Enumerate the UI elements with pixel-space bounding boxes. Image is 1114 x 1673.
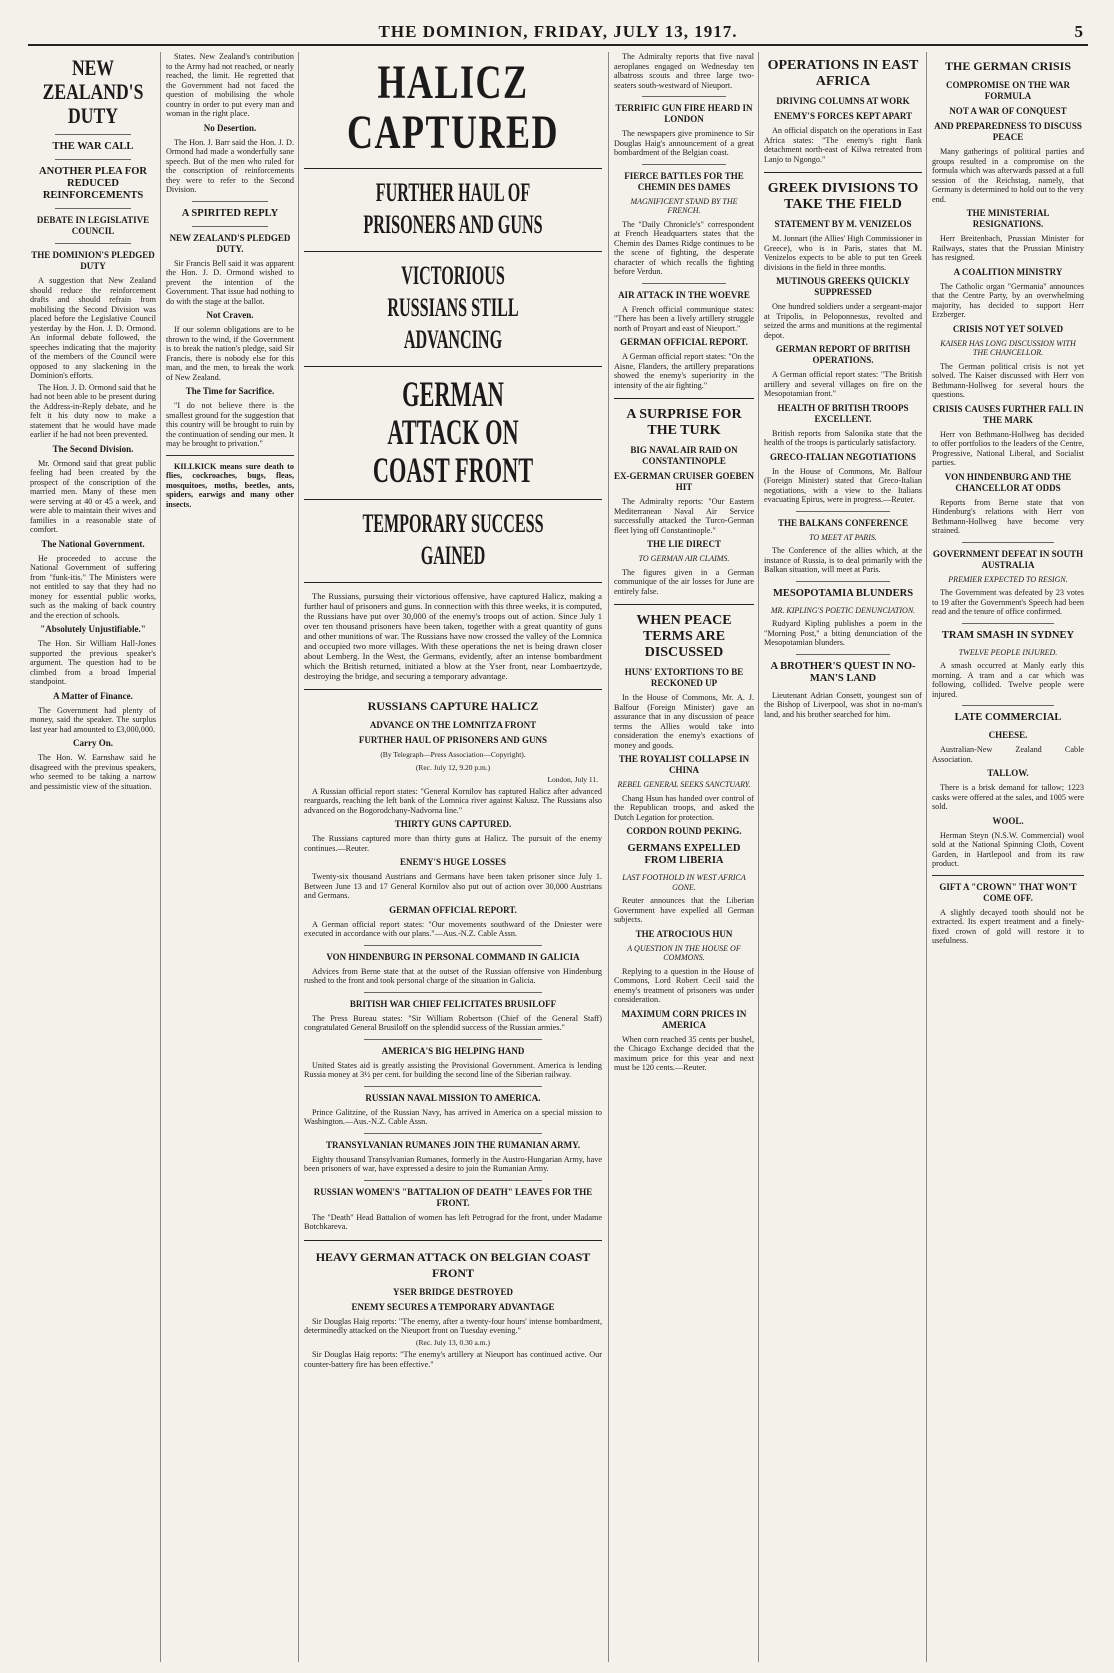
- paragraph: Herr von Bethmann-Hollweg has decided to offer portfolios to the leaders of the Centre, Progressive, National Liberal, and Socialist parties.: [932, 429, 1084, 467]
- section-title: THE ROYALIST COLLAPSE IN CHINA: [618, 754, 750, 775]
- paragraph: The Hon. Sir William Hall-Jones supported the previous speaker's argument. The question had to be climbed from a broad Imperial standpoint.: [30, 639, 156, 686]
- section-title: FIERCE BATTLES FOR THE CHEMIN DES DAMES: [624, 170, 744, 192]
- divider: [364, 945, 543, 946]
- section-title: GRECO-ITALIAN NEGOTIATIONS: [770, 451, 916, 462]
- divider: [304, 582, 602, 583]
- column-1: [30, 52, 156, 1662]
- divider: [55, 134, 131, 135]
- divider: [962, 542, 1053, 543]
- subhead: MR. KIPLING'S POETIC DENUNCIATION.: [770, 605, 916, 615]
- divider: [962, 623, 1053, 624]
- divider: [304, 366, 602, 367]
- headline-further-haul: FURTHER HAUL OF PRISONERS AND GUNS: [363, 178, 543, 239]
- column-rule: [926, 52, 927, 1662]
- section-title: RUSSIAN WOMEN'S "BATTALION OF DEATH" LEAVES FOR THE FRONT.: [313, 1186, 593, 1208]
- paragraph: Reports from Berne state that von Hindenburg's relations with Herr von Bethmann-Hollweg have become very strained.: [932, 497, 1084, 535]
- paragraph: Sir Douglas Haig reports: "The enemy, after a twenty-four hours' intense bombardment, determinedly attacked on the Nieuport front on Tuesday evening.": [304, 1316, 602, 1335]
- paragraph: Advices from Berne state that at the outset of the Russian offensive von Hindenburg rushed to the front and took personal charge of the situation in Galicia.: [304, 966, 602, 985]
- section-title: CRISIS CAUSES FURTHER FALL IN THE MARK: [932, 403, 1084, 425]
- column-rule: [160, 52, 161, 1662]
- paragraph: Prince Galitzine, of the Russian Navy, has arrived in America on a special mission to Washington.—Aus.-N.Z. Cable Assn.: [304, 1107, 602, 1126]
- paragraph: The "Death" Head Battalion of women has left Petrograd for the front, under Madame Botchkareva.: [304, 1212, 602, 1231]
- column-7: [932, 52, 1084, 1662]
- headline-german-crisis: THE GERMAN CRISIS: [944, 59, 1072, 73]
- section-title: LATE COMMERCIAL: [954, 712, 1062, 723]
- headline-surprise-turk: A SURPRISE FOR THE TURK: [626, 407, 742, 438]
- paragraph: Eighty thousand Transylvanian Rumanes, formerly in the Austro-Hungarian Army, have been prisoners of war, have expressed a desire to join the Rumanian Army.: [304, 1154, 602, 1173]
- paragraph: States. New Zealand's contribution to the Army had not reached, or nearly reached, the limit. He regretted that the Government had not faced the question of mobilising the whole country in order to put every man and woman in the right place.: [166, 52, 294, 118]
- subhead: NOT A WAR OF CONQUEST: [949, 106, 1067, 116]
- section-title: CORDON ROUND PEKING.: [626, 826, 742, 836]
- divider: [796, 581, 891, 582]
- paragraph: Herman Steyn (N.S.W. Commercial) wool sold at the National Spinning Cloth, Covent Garden, in Hartlepool and from its raw product.: [932, 830, 1084, 868]
- masthead: [28, 22, 1088, 46]
- section-title: THE LIE DIRECT: [646, 539, 722, 549]
- subhead: BIG NAVAL AIR RAID ON CONSTANTINOPLE: [630, 445, 738, 466]
- advertisement: KILLKICK means sure death to flies, cockroaches, bugs, fleas, mosquitoes, moths, beetles, ants, spiders, earwigs and many other insects.: [166, 461, 294, 509]
- paragraph: Replying to a question in the House of Commons, Lord Robert Cecil said the enemy's treatment of prisoners was under consideration.: [614, 966, 754, 1004]
- divider: [55, 208, 131, 209]
- column-rule: [758, 52, 759, 1662]
- masthead-title: THE DOMINION, FRIDAY, JULY 13, 1917.: [378, 22, 738, 41]
- subhead: CHEESE.: [988, 730, 1028, 740]
- subhead: PREMIER EXPECTED TO RESIGN.: [948, 574, 1068, 584]
- headline-belgian-coast: HEAVY GERMAN ATTACK ON BELGIAN COAST FRONT: [315, 1249, 591, 1280]
- section-title: The Second Division.: [52, 443, 134, 454]
- subhead-spirited-reply: A SPIRITED REPLY: [181, 207, 279, 219]
- divider: [192, 201, 269, 202]
- divider: [364, 1039, 543, 1040]
- paragraph: A German official report states: "Our movements southward of the Dniester were executed in accordance with our plans."—Aus.-N.Z. Cable Assn.: [304, 919, 602, 938]
- section-title: CRISIS NOT YET SOLVED: [952, 323, 1064, 334]
- divider: [192, 226, 269, 227]
- advertisement-title: GIFT A "CROWN" THAT WON'T COME OFF.: [939, 881, 1077, 903]
- column-rule: [608, 52, 609, 1662]
- subhead-pledged-duty: THE DOMINION'S PLEDGED DUTY: [31, 250, 155, 271]
- divider: [304, 689, 602, 690]
- section-title: VON HINDENBURG AND THE CHANCELLOR AT ODDS: [944, 471, 1072, 493]
- column-rule: [298, 52, 299, 1662]
- section-title: HEALTH OF BRITISH TROOPS EXCELLENT.: [777, 402, 909, 424]
- paragraph: Lieutenant Adrian Consett, youngest son of the Bishop of Liverpool, was shot in no-man's land, and his brother searched for him.: [764, 690, 922, 719]
- paragraph: The figures given in a German communique of the air losses for June are entirely false.: [614, 567, 754, 596]
- section-title: THE ATROCIOUS HUN: [635, 928, 733, 939]
- divider: [642, 283, 726, 284]
- section-title: "Absolutely Unjustifiable.": [40, 624, 146, 634]
- paragraph: The Conference of the allies which, at the instance of Russia, is to deal primarily with the Balkan situation, will meet at Paris.: [764, 546, 922, 574]
- paragraph: A suggestion that New Zealand should reduce the reinforcement drafts and should refrain from mobilising the Second Division was placed before the Legislative Council yesterday by the Hon. J. D. Ormond. An informal debate followed, the speeches indicating that the majority of the members of the Council were opposed to any slackening in the Dominion's efforts.: [30, 276, 156, 380]
- paragraph: Rudyard Kipling publishes a poem in the "Morning Post," a biting denunciation of the Mesopotamian blunders.: [764, 619, 922, 647]
- page-number: 5: [1074, 22, 1084, 41]
- section-title: The Time for Sacrifice.: [185, 386, 275, 396]
- paragraph: Many gatherings of political parties and groups resulted in a compromise on the formula which was afterwards passed at a full session of the Reichstag, namely, that Germany is determined to hold out to the very end.: [932, 147, 1084, 204]
- divider: [364, 992, 543, 993]
- divider: [166, 455, 294, 456]
- headline-temporary-success: TEMPORARY SUCCESS GAINED: [362, 509, 544, 570]
- subhead: EX-GERMAN CRUISER GOEBEN HIT: [614, 471, 754, 492]
- paragraph: "I do not believe there is the smallest ground for the suggestion that this country will be brought to ruin by the continuation of sending our men. It may be brought to privation.": [166, 401, 294, 448]
- dateline: London, July 11.: [547, 775, 598, 784]
- section-title: Not Craven.: [206, 310, 254, 320]
- paragraph: A Russian official report states: "General Kornilov has captured Halicz after advanced rearguards, reaching the left bank of the Lomnica river against Kalusz. The Russians also advanced on the Bogorodchany-Nadvorna line.": [304, 786, 602, 815]
- subhead: COMPROMISE ON THE WAR FORMULA: [946, 80, 1070, 101]
- paragraph: An official dispatch on the operations in East Africa states: "The enemy's right flank detachment north-east of Kilwa retreated from Lanjo to Ngongo.": [764, 126, 922, 164]
- headline-peace-terms: WHEN PEACE TERMS ARE DISCUSSED: [636, 613, 732, 660]
- paragraph: The Hon. W. Earnshaw said he disagreed with the previous speakers, who seemed to be taking a narrow and pessimistic view of the situation.: [30, 753, 156, 791]
- paragraph: The Admiralty reports: "Our Eastern Mediterranean Naval Air Service successfully attacked the Turco-German fleet lying off Constantinople.": [614, 497, 754, 535]
- divider: [364, 1086, 543, 1087]
- paragraph: The Admiralty reports that five naval aeroplanes engaged on Wednesday ten albatross scouts and three large two-seaters south-westward of Nieuport.: [614, 52, 754, 90]
- section-title: A BROTHER'S QUEST IN NO-MAN'S LAND: [770, 660, 916, 684]
- subhead: ADVANCE ON THE LOMNITZA FRONT: [369, 720, 537, 730]
- subhead: TO MEET AT PARIS.: [809, 532, 877, 542]
- paragraph: Chang Hsun has handed over control of the Republican troops, and asked the Dutch Legation for protection.: [614, 793, 754, 822]
- column-5: [764, 52, 922, 1662]
- section-title: MESOPOTAMIA BLUNDERS: [772, 587, 914, 599]
- subhead: AND PREPAREDNESS TO DISCUSS PEACE: [934, 121, 1082, 142]
- subhead: REBEL GENERAL SEEKS SANCTUARY.: [617, 780, 751, 789]
- subhead: HUNS' EXTORTIONS TO BE RECKONED UP: [624, 667, 744, 688]
- paragraph: If our solemn obligations are to be thrown to the wind, if the Government is to break the nation's pledge, said Sir Francis, there is nobody else for this man, and the men, to break the work of New Zealand.: [166, 325, 294, 382]
- paragraph: United States aid is greatly assisting the Provisional Government. America is lending Russia money at 3½ per cent. for building the second line of the Siberian railway.: [304, 1060, 602, 1079]
- subhead: TALLOW.: [987, 768, 1029, 778]
- advertisement: A slightly decayed tooth should not be extracted. Its expert treatment and a finely-fixed crown of gold will restore it to usefulness.: [932, 907, 1084, 945]
- section-title: THE BALKANS CONFERENCE: [777, 517, 909, 528]
- subhead: KAISER HAS LONG DISCUSSION WITH THE CHANCELLOR.: [940, 338, 1076, 357]
- paragraph: British reports from Salonika state that the health of the troops is particularly satisfactory.: [764, 428, 922, 447]
- paragraph: He proceeded to accuse the National Government of suffering from "funk-itis." The Ministers were not entitled to say that they had no money for essential public works, such as the making of back country and the erection of schools.: [30, 553, 156, 620]
- subhead: FURTHER HAUL OF PRISONERS AND GUNS: [358, 735, 548, 745]
- subhead: WOOL.: [992, 815, 1024, 826]
- headline-east-africa: OPERATIONS IN EAST AFRICA: [767, 58, 919, 89]
- paragraph: Twenty-six thousand Austrians and Germans have been taken prisoner since July 1. Between June 13 and 17 General Kornilov also put out of action over 30,000 Austrians and Germans.: [304, 872, 602, 900]
- paragraph: The Press Bureau states: "Sir William Robertson (Chief of the General Staff) congratulated General Brusiloff on the splendid success of the Russian armies.": [304, 1013, 602, 1032]
- byline: (By Telegraph—Press Association—Copyright).: [380, 750, 526, 759]
- divider: [304, 168, 602, 169]
- divider: [796, 511, 891, 512]
- divider: [962, 705, 1053, 706]
- subhead: MAGNIFICENT STAND BY THE FRENCH.: [630, 196, 738, 215]
- section-title: ENEMY'S HUGE LOSSES: [399, 857, 507, 867]
- section-title: TERRIFIC GUN FIRE HEARD IN LONDON: [615, 103, 753, 124]
- paragraph: A German official report states: "The British artillery and several villages on fire on the Mesopotamian front.": [764, 370, 922, 398]
- divider: [642, 96, 726, 97]
- paragraph: Sir Francis Bell said it was apparent the Hon. J. D. Ormond wished to prevent the intention of the Government. That issue had nothing to do with the stage at the ballot.: [166, 258, 294, 306]
- paragraph: The Government was defeated by 23 votes to 19 after the Government's Speech had been read and the tenure of office confirmed.: [932, 588, 1084, 616]
- paragraph: A German official report states: "On the Aisne, Flanders, the artillery preparations showed the enemy's superiority in the intensity of the air fighting.": [614, 352, 754, 390]
- column-2: [166, 52, 294, 1662]
- subhead: LAST FOOTHOLD IN WEST AFRICA GONE.: [622, 873, 746, 892]
- subhead: YSER BRIDGE DESTROYED: [392, 1286, 514, 1297]
- paragraph: One hundred soldiers under a sergeant-major at Tripolis, in Peloponnesus, revolted and seized the arms and munitions at the regimental depot.: [764, 302, 922, 340]
- section-title: GERMAN OFFICIAL REPORT.: [620, 337, 748, 347]
- divider: [796, 654, 891, 655]
- divider: [614, 398, 754, 399]
- headline-russians-capture: RUSSIANS CAPTURE HALICZ: [367, 699, 539, 713]
- section-title: GERMANS EXPELLED FROM LIBERIA: [627, 843, 741, 866]
- section-title: BRITISH WAR CHIEF FELICITATES BRUSILOFF: [349, 998, 557, 1009]
- paragraph: The Government had plenty of money, said the speaker. The surplus last year had amounted to £3,000,000.: [30, 705, 156, 734]
- section-title: THE MINISTERIAL RESIGNATIONS.: [966, 208, 1050, 229]
- paragraph: Mr. Ormond said that great public feeling had been created by the prospect of the conscription of the married men. Many of these men were serving at 40 or 45 a week, and were able to maintain their wives and families in a reasonable state of comfort.: [30, 458, 156, 534]
- section-title: MUTINOUS GREEKS QUICKLY SUPPRESSED: [776, 276, 910, 297]
- section-title: A COALITION MINISTRY: [953, 266, 1063, 277]
- section-title: GERMAN OFFICIAL REPORT.: [389, 904, 517, 915]
- subhead: STATEMENT BY M. VENIZELOS: [774, 219, 912, 229]
- section-title: AIR ATTACK IN THE WOEVRE: [618, 289, 750, 300]
- section-title: TRANSYLVANIAN RUMANES JOIN THE RUMANIAN ARMY.: [325, 1139, 581, 1150]
- subhead-plea: ANOTHER PLEA FOR REDUCED REINFORCEMENTS: [39, 166, 147, 201]
- paragraph: A French official communique states: "There has been a lively artillery struggle north of Proyart and east of Nieuport.": [614, 304, 754, 333]
- divider: [642, 164, 726, 165]
- section-title: THIRTY GUNS CAPTURED.: [394, 819, 512, 829]
- subhead: TWELVE PEOPLE INJURED.: [958, 647, 1058, 657]
- subhead: ENEMY'S FORCES KEPT APART: [773, 111, 913, 121]
- subhead-war-call: THE WAR CALL: [52, 141, 134, 152]
- divider: [364, 1133, 543, 1134]
- paragraph: Sir Douglas Haig reports: "The enemy's artillery at Nieuport has continued active. Our counter-battery fire has been effective.": [304, 1350, 602, 1369]
- section-title: MAXIMUM CORN PRICES IN AMERICA: [621, 1008, 747, 1030]
- paragraph: Herr Breitenbach, Prussian Minister for Railways, states that the Prussian Ministry has resigned.: [932, 234, 1084, 262]
- paragraph: The Hon. J. Barr said the Hon. J. D. Ormond had made a wonderfully sane speech. But of the men who ruled for the conscription of reinforcements they were to refer to the Second Division.: [166, 137, 294, 194]
- section-title: Carry On.: [73, 738, 113, 748]
- center-column: [304, 52, 602, 1662]
- headline-victorious-russians: VICTORIOUS RUSSIANS STILL ADVANCING: [387, 261, 519, 354]
- headline-german-attack: GERMAN ATTACK ON COAST FRONT: [372, 374, 534, 490]
- paragraph: In the House of Commons, Mr. A. J. Balfour (Foreign Minister) gave an assurance that in any discussion of peace terms the Allies would take into consideration the enemy's exactions of money and goods.: [614, 693, 754, 750]
- divider: [932, 875, 1084, 876]
- received-time: (Rec. July 12, 9.20 p.m.): [415, 762, 491, 772]
- section-title: A Matter of Finance.: [53, 690, 133, 701]
- subhead: A QUESTION IN THE HOUSE OF COMMONS.: [627, 943, 741, 962]
- lead-paragraph: The Russians, pursuing their victorious offensive, have captured Halicz, making a further haul of prisoners and guns. In connection with this three weeks, it is computed, the Russians have put over 30,000 of the enemy's troops out of action. Since July 1 over ten thousand prisoners have been taken, together with a great quantity of guns and other munitions of war. The Russians have now crossed the valley of the Lomnica and occupied two more villages. With these operations the net is being drawn closer about Lemberg. In the West, the Germans, evidently, after an intense bombardment which the British returned, initiated a blow at the Yser front, near Lombaertzyde, destroying the bridge, and securing a temporary advantage.: [304, 591, 602, 681]
- paragraph: The German political crisis is not yet solved. The Kaiser discussed with Herr von Bethmann-Hollweg for several hours the questions.: [932, 361, 1084, 399]
- subhead-debate: DEBATE IN LEGISLATIVE COUNCIL: [36, 215, 150, 236]
- paragraph: M. Jonnart (the Allies' High Commissioner in Greece), who is in Paris, states that M. Venizelos expects to be able to put ten Greek divisions in the field in three months.: [764, 234, 922, 272]
- subhead: DRIVING COLUMNS AT WORK: [776, 96, 910, 106]
- headline-greek-divisions: GREEK DIVISIONS TO TAKE THE FIELD: [767, 181, 919, 212]
- divider: [304, 251, 602, 252]
- paragraph: The newspapers give prominence to Sir Douglas Haig's announcement of a great bombardment of the Belgian coast.: [614, 129, 754, 157]
- section-title: GOVERNMENT DEFEAT IN SOUTH AUSTRALIA: [932, 548, 1084, 570]
- column-4: [614, 52, 754, 1662]
- paragraph: There is a brisk demand for tallow; 1223 casks were offered at the sales, and 1005 were sold.: [932, 783, 1084, 811]
- paragraph: The Russians captured more than thirty guns at Halicz. The pursuit of the enemy continues.—Reuter.: [304, 834, 602, 853]
- section-title: The National Government.: [41, 538, 145, 549]
- section-title: No Desertion.: [203, 122, 257, 133]
- paragraph: Australian-New Zealand Cable Association.: [932, 745, 1084, 764]
- paragraph: The Catholic organ "Germania" announces that the Centre Party, by an overwhelming majority, has decided to support Herr Erzberger.: [932, 281, 1084, 319]
- paragraph: When corn reached 35 cents per bushel, the Chicago Exchange decided that the maximum price for this year and next must be 120 cents.—Reuter.: [614, 1034, 754, 1072]
- paragraph: The Hon. J. D. Ormond said that he had not been able to be present during the Address-in-Reply debate, and he felt it his duty now to make a statement that he would have made earlier if he had not been prevented.: [30, 382, 156, 439]
- divider: [304, 499, 602, 500]
- headline-nz-duty: NEW ZEALAND'S DUTY: [42, 55, 144, 128]
- divider: [55, 243, 131, 244]
- section-title: AMERICA'S BIG HELPING HAND: [381, 1045, 525, 1056]
- subhead: ENEMY SECURES A TEMPORARY ADVANTAGE: [351, 1301, 555, 1312]
- paragraph: The "Daily Chronicle's" correspondent at French Headquarters states that the Chemin des Dames Ridge continues to be the scene of fighting, the desperate character of which recalls the fighting before Verdun.: [614, 219, 754, 276]
- divider: [364, 1180, 543, 1181]
- section-title: RUSSIAN NAVAL MISSION TO AMERICA.: [365, 1092, 541, 1103]
- divider: [304, 1240, 602, 1241]
- divider: [614, 604, 754, 605]
- section-title: NEW ZEALAND'S PLEDGED DUTY.: [169, 232, 291, 254]
- paragraph: Reuter announces that the Liberian Government have expelled all German subjects.: [614, 896, 754, 924]
- section-title: VON HINDENBURG IN PERSONAL COMMAND IN GALICIA: [326, 951, 580, 962]
- section-title: GERMAN REPORT OF BRITISH OPERATIONS.: [775, 344, 911, 365]
- paragraph: In the House of Commons, Mr. Balfour (Foreign Minister) stated that Greco-Italian negotiations, with a view to the Italians evacuating Epirus, were in progress.—Reuter.: [764, 466, 922, 504]
- divider: [55, 159, 131, 160]
- paragraph: A smash occurred at Manly early this morning. A tram and a car which was following, collided. Twelve people were injured.: [932, 661, 1084, 699]
- banner-headline: HALICZ CAPTURED: [346, 56, 559, 159]
- section-title: TRAM SMASH IN SYDNEY: [941, 629, 1075, 641]
- received-time: (Rec. July 13, 0.30 a.m.): [416, 1337, 490, 1347]
- subhead: TO GERMAN AIR CLAIMS.: [638, 554, 730, 563]
- divider: [764, 172, 922, 173]
